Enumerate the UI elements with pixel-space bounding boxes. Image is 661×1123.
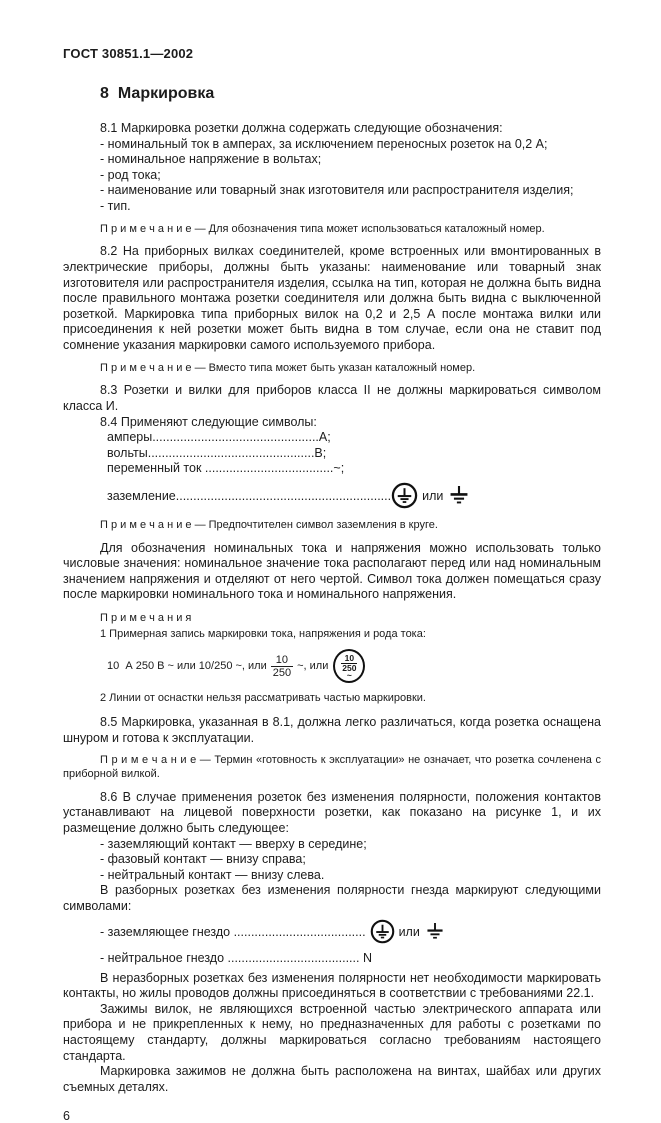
paragraph-8-6c: В неразборных розетках без изменения полярности нет необходимости маркировать контакты, но жилы проводов должны присоединяться в соответствии с требованиями 22.1. <box>63 970 601 1001</box>
paragraph-8-2: 8.2 На приборных вилках соединителей, кроме встроенных или вмонтированных в электрические приборы, должны быть указаны: наименование или товарный знак изготовителя или распространителя изделия, ссылка на тип, которая не должна быть видна после правильного монтажа розетки соединителя или должна быть видна с выключенной розеткой. Маркировка типа приборных вилок на 0,2 и 2,5 А после монтажа вилки или присоединения к ней розетки может быть видна в том случае, если она не ставит под сомнение указания маркировки самого используемого прибора. <box>63 244 601 352</box>
fraction-denominator: 250 <box>272 666 292 679</box>
badge-ac-symbol: ~ <box>346 670 352 681</box>
earth-socket-label: - заземляющее гнездо ...................................... <box>100 924 366 939</box>
paragraph-8-6e: Маркировка зажимов не должна быть расположена на винтах, шайбах или других съемных деталях. <box>63 1064 601 1094</box>
list-item: - наименование или товарный знак изготовителя или распространителя изделия; <box>100 183 574 198</box>
list-item: - фазовый контакт — внизу справа; <box>100 852 306 867</box>
note-8-4: П р и м е ч а н и е — Предпочтителен символ заземления в круге. <box>100 518 438 531</box>
earth-circle-icon <box>370 919 395 944</box>
list-item: - номинальное напряжение в вольтах; <box>100 152 322 167</box>
list-item: - номинальный ток в амперах, за исключением переносных розеток на 0,2 А; <box>100 136 548 151</box>
marking-example-formula <box>107 647 601 685</box>
symbol-line-amperes: амперы................................................А; <box>107 430 331 445</box>
notes-title: П р и м е ч а н и я <box>100 612 192 625</box>
section-heading <box>100 85 601 103</box>
list-8-1 <box>63 137 601 215</box>
paragraph-8-1: 8.1 Маркировка розетки должна содержать следующие обозначения: <box>100 121 503 135</box>
paragraph-8-4: 8.4 Применяют следующие символы: <box>100 414 317 429</box>
section-number: 8 <box>100 85 109 102</box>
fraction <box>271 654 293 679</box>
document-standard-number: ГОСТ 30851.1—2002 <box>63 46 194 61</box>
or-text: или <box>398 924 420 939</box>
badge-current: 10 <box>344 653 355 664</box>
or-text: или <box>422 488 444 503</box>
paragraph-8-6b: В разборных розетках без изменения полярности гнезда маркируют следующими символами: <box>63 883 601 913</box>
note-item-2: 2 Линии от оснастки нельзя рассматривать частью маркировки. <box>100 692 426 705</box>
paragraph-8-5: 8.5 Маркировка, указанная в 8.1, должна легко различаться, когда розетка оснащена шнуром и готова к эксплуатации. <box>63 715 601 745</box>
list-item: - тип. <box>100 198 131 213</box>
neutral-socket-line <box>100 945 601 971</box>
current-rating-circle-icon <box>333 649 365 683</box>
list-item: - заземляющий контакт — вверху в середине; <box>100 836 367 851</box>
earth-icon <box>425 923 445 940</box>
formula-prefix: 10 А 250 В ~ или 10/250 ~, или <box>107 660 267 673</box>
section-title: Маркировка <box>117 85 215 102</box>
earth-circle-icon <box>391 482 418 509</box>
paragraph-8-6: 8.6 В случае применения розеток без изменения полярности, положения контактов устанавливают на лицевой поверхности розетки, как показано на рисунке 1, и их размещение должно быть следующее: <box>63 789 601 836</box>
paragraph-8-3: 8.3 Розетки и вилки для приборов класса II не должны маркироваться символом класса И. <box>63 383 601 413</box>
list-item: - нейтральный контакт — внизу слева. <box>100 867 325 882</box>
page-number: 6 <box>63 1109 70 1123</box>
list-item: - род тока; <box>100 167 161 182</box>
note-8-1: П р и м е ч а н и е — Для обозначения типа может использоваться каталожный номер. <box>100 222 545 235</box>
paragraph-8-4b: Для обозначения номинальных тока и напряжения можно использовать только числовые значения: номинальное значение тока располагают перед или над номинальным значением напряжения и отделяют от него чертой. Символ тока должен помещаться сразу после маркировки номинального тока и номинального напряжения. <box>63 540 601 602</box>
note-8-5: П р и м е ч а н и е — Термин «готовность к эксплуатации» не означает, что розетка сочленена с приборной вилкой. <box>63 754 601 781</box>
note-item-1: 1 Примерная запись маркировки тока, напряжения и рода тока: <box>100 628 426 641</box>
badge-voltage: 250 <box>342 662 357 673</box>
paragraph-8-6d: Зажимы вилок, не являющихся встроенной частью электрического аппарата или прибора и не прикрепленных к нему, но предназначенных для работы с розетками по настоящему стандарту, должны маркироваться согласно требованиям настоящего стандарта. <box>63 1001 601 1063</box>
list-8-6 <box>63 837 601 884</box>
fraction-numerator: 10 <box>275 653 289 666</box>
earth-label: заземление.............................................................. <box>107 488 392 503</box>
formula-middle: ~, или <box>297 660 329 673</box>
symbol-line-volts: вольты................................................В; <box>107 445 327 460</box>
symbol-line-earth <box>107 481 601 511</box>
symbol-line-ac: переменный ток .....................................~; <box>107 461 345 476</box>
earth-icon <box>448 486 470 505</box>
note-8-2: П р и м е ч а н и е — Вместо типа может быть указан каталожный номер. <box>100 361 476 374</box>
earth-socket-line <box>100 919 601 945</box>
neutral-socket-label: - нейтральное гнездо ...................................... N <box>100 950 372 965</box>
